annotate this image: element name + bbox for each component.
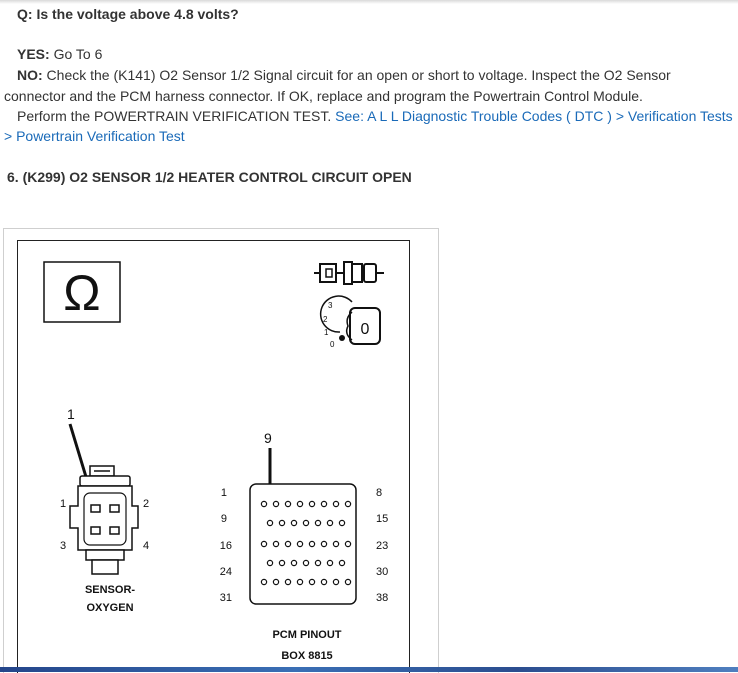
pcm-pin-right-38: 38 <box>376 592 389 604</box>
question-text: Q: Is the voltage above 4.8 volts? <box>17 6 239 22</box>
pcm-pin-hole <box>309 541 314 546</box>
pcm-pin-left-1: 1 <box>220 487 227 499</box>
pcm-pin-hole <box>327 520 332 525</box>
pcm-pin-hole <box>315 520 320 525</box>
pcm-label-1: PCM PINOUT <box>272 629 342 641</box>
powertrain-verification-link[interactable]: > Powertrain Verification Test <box>4 128 185 144</box>
callout-9-label: 9 <box>264 430 272 446</box>
pcm-pin-hole <box>339 560 344 565</box>
pcm-pin-hole <box>285 579 290 584</box>
sensor-label-1: SENSOR- <box>84 584 136 596</box>
taskbar-strip <box>0 667 738 672</box>
ignition-pos-1: 1 <box>324 328 329 337</box>
pcm-pin-right-8: 8 <box>376 487 383 499</box>
pcm-pin-left-16: 16 <box>219 540 232 552</box>
dtc-verification-link[interactable]: See: A L L Diagnostic Trouble Codes ( DTC ) > Verification Tests <box>335 108 733 124</box>
sensor-pin-3: 3 <box>60 540 67 552</box>
verify-text: Perform the POWERTRAIN VERIFICATION TEST. <box>17 108 336 124</box>
pcm-pin-hole <box>333 579 338 584</box>
no-label: NO: <box>17 67 43 83</box>
pcm-pin-hole <box>285 501 290 506</box>
pcm-pin-hole <box>267 520 272 525</box>
no-line-2: connector and the PCM harness connector. If OK, replace and program the Powertrain Control Module. <box>4 88 643 104</box>
pcm-pin-hole <box>267 560 272 565</box>
pcm-pin-right-15: 15 <box>376 513 389 525</box>
yes-label: YES: <box>17 46 50 62</box>
sensor-pin-4: 4 <box>143 540 150 552</box>
ohm-symbol: Ω <box>63 265 101 321</box>
pcm-pin-left-31: 31 <box>219 592 232 604</box>
callout-1-label: 1 <box>67 406 75 422</box>
pcm-pin-hole <box>303 520 308 525</box>
pcm-pin-hole <box>297 541 302 546</box>
pcm-pin-hole <box>303 560 308 565</box>
ignition-key-icon <box>321 296 380 349</box>
ohmmeter-icon <box>44 262 120 322</box>
step-heading: 6. (K299) O2 SENSOR 1/2 HEATER CONTROL CIRCUIT OPEN <box>7 169 412 185</box>
pcm-pin-hole <box>261 579 266 584</box>
pcm-pin-hole <box>309 579 314 584</box>
pcm-pin-right-30: 30 <box>376 566 389 578</box>
sensor-pin-1: 1 <box>60 498 67 510</box>
pcm-pin-hole <box>297 579 302 584</box>
no-text: Check the (K141) O2 Sensor 1/2 Signal circuit for an open or short to voltage. Inspect the O2 Sensor <box>42 67 671 83</box>
pcm-pin-hole <box>279 520 284 525</box>
pcm-pin-left-24: 24 <box>219 566 232 578</box>
pcm-pin-hole <box>321 579 326 584</box>
pcm-pin-hole <box>285 541 290 546</box>
pcm-pin-hole <box>291 520 296 525</box>
sensor-pin-2: 2 <box>143 498 150 510</box>
pcm-pin-hole <box>321 501 326 506</box>
pcm-pin-hole <box>321 541 326 546</box>
ignition-pos-0: 0 <box>330 340 335 349</box>
pcm-pin-left-9: 9 <box>220 513 227 525</box>
pcm-pin-hole <box>345 579 350 584</box>
pcm-pin-hole <box>345 541 350 546</box>
pcm-pin-hole <box>333 501 338 506</box>
pcm-pin-right-23: 23 <box>376 540 389 552</box>
pcm-pin-hole <box>315 560 320 565</box>
pcm-pin-hole <box>333 541 338 546</box>
pcm-pin-hole <box>273 541 278 546</box>
pcm-pin-hole <box>339 520 344 525</box>
pcm-pin-hole <box>291 560 296 565</box>
ignition-key-value: 0 <box>360 321 370 338</box>
pcm-label-2: BOX 8815 <box>281 650 333 662</box>
yes-text: Go To 6 <box>49 46 103 62</box>
pcm-pin-hole <box>279 560 284 565</box>
pcm-pin-hole <box>297 501 302 506</box>
sensor-label-2: OXYGEN <box>86 602 134 614</box>
pcm-pinout-box <box>220 484 389 662</box>
pcm-pin-hole <box>273 501 278 506</box>
pcm-pin-hole <box>273 579 278 584</box>
pcm-pin-hole <box>345 501 350 506</box>
pcm-pin-hole <box>261 541 266 546</box>
ignition-pos-2: 2 <box>323 315 328 324</box>
ignition-pos-3: 3 <box>328 301 333 310</box>
oxygen-sensor-connector <box>60 466 149 614</box>
pcm-pin-hole <box>261 501 266 506</box>
disconnected-connector-icon <box>314 262 384 284</box>
pcm-pin-hole <box>309 501 314 506</box>
pcm-pin-hole <box>327 560 332 565</box>
